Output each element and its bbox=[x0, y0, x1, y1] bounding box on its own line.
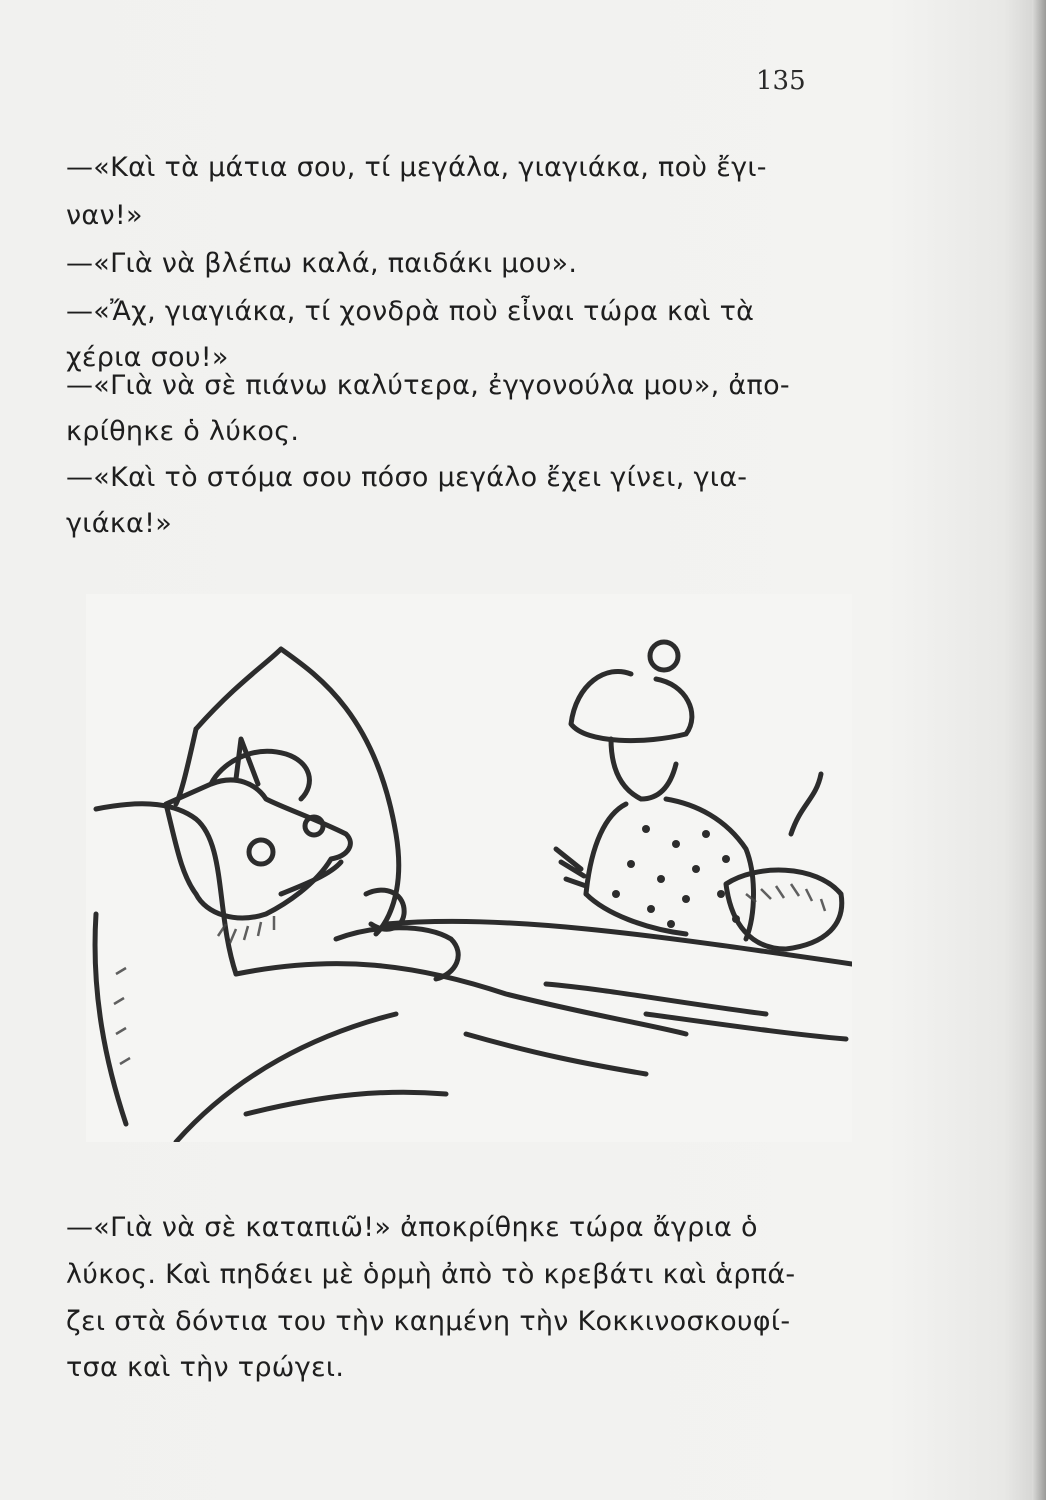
text-line: ναν!» bbox=[66, 200, 143, 231]
text-line: λύκος. Καὶ πηδάει μὲ ὁρμὴ ἀπὸ τὸ κρεβάτι καὶ ἁρπά- bbox=[66, 1259, 796, 1290]
text-line: χέρια σου!» bbox=[66, 342, 229, 373]
wolf-in-bed-illustration bbox=[86, 594, 852, 1142]
text-line: κρίθηκε ὁ λύκος. bbox=[66, 416, 300, 447]
text-line: —«Ἄχ, γιαγιάκα, τί χονδρὰ ποὺ εἶναι τώρα καὶ τὰ bbox=[66, 296, 755, 327]
page-edge-shadow bbox=[1032, 0, 1046, 1500]
text-line: —«Γιὰ νὰ σὲ καταπιῶ!» ἀποκρίθηκε τώρα ἄγρια ὁ bbox=[66, 1212, 758, 1243]
illustration-drawing bbox=[86, 594, 852, 1142]
text-line: —«Καὶ τὰ μάτια σου, τί μεγάλα, γιαγιάκα, ποὺ ἔγι- bbox=[66, 152, 767, 183]
text-line: —«Γιὰ νὰ σὲ πιάνω καλύτερα, ἐγγονούλα μου», ἀπο- bbox=[66, 370, 790, 401]
text-line: ζει στὰ δόντια του τὴν καημένη τὴν Κοκκινοσκουφί- bbox=[66, 1306, 791, 1337]
text-line: —«Γιὰ νὰ βλέπω καλά, παιδάκι μου». bbox=[66, 248, 578, 279]
text-line: γιάκα!» bbox=[66, 508, 173, 539]
text-line: τσα καὶ τὴν τρώγει. bbox=[66, 1352, 345, 1383]
page-number: 135 bbox=[756, 66, 806, 96]
text-line: —«Καὶ τὸ στόμα σου πόσο μεγάλο ἔχει γίνει, για- bbox=[66, 462, 748, 493]
